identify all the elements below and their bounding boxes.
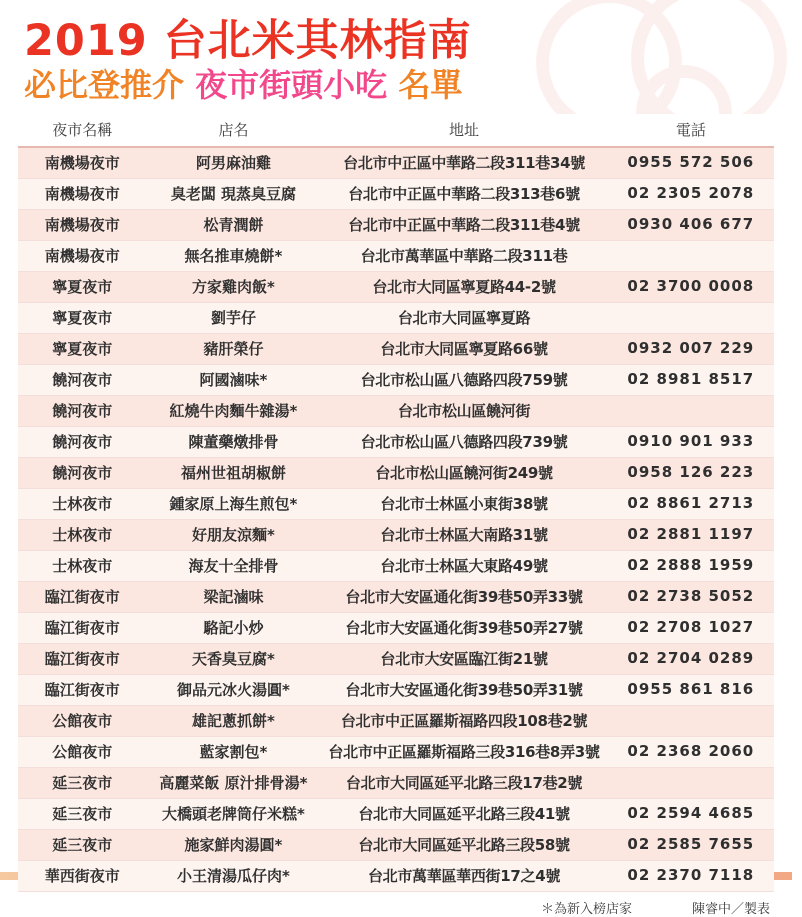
- table-head: [18, 114, 774, 147]
- cell-shop: 海友十全排骨: [147, 550, 321, 581]
- cell-tel: 0932 007 229: [608, 333, 774, 364]
- cell-tel: 0910 901 933: [608, 426, 774, 457]
- table-row: [18, 364, 774, 395]
- cell-shop: 御品元冰火湯圓*: [147, 674, 321, 705]
- cell-market: 華西街夜市: [18, 860, 147, 891]
- cell-tel: 02 2585 7655: [608, 829, 774, 860]
- cell-address: 台北市松山區八德路四段759號: [320, 364, 607, 395]
- cell-tel: 0955 572 506: [608, 147, 774, 179]
- cell-tel: [608, 395, 774, 426]
- cell-market: 臨江街夜市: [18, 643, 147, 674]
- table-row: [18, 302, 774, 333]
- cell-shop: 福州世祖胡椒餅: [147, 457, 321, 488]
- cell-shop: 大橋頭老牌筒仔米糕*: [147, 798, 321, 829]
- cell-tel: [608, 302, 774, 333]
- cell-tel: 02 2368 2060: [608, 736, 774, 767]
- table-row: [18, 519, 774, 550]
- table-row: [18, 209, 774, 240]
- cell-address: 台北市萬華區中華路二段311巷: [320, 240, 607, 271]
- cell-tel: 02 3700 0008: [608, 271, 774, 302]
- cell-market: 寧夏夜市: [18, 333, 147, 364]
- column-header-tel: 電話: [608, 114, 774, 147]
- cell-market: 饒河夜市: [18, 364, 147, 395]
- cell-shop: 豬肝榮仔: [147, 333, 321, 364]
- cell-shop: 梁記滷味: [147, 581, 321, 612]
- cell-market: 臨江街夜市: [18, 612, 147, 643]
- subtitle-part-bib-gourmand: 必比登推介: [24, 66, 185, 105]
- cell-tel: 0930 406 677: [608, 209, 774, 240]
- table-row: [18, 767, 774, 798]
- cell-market: 饒河夜市: [18, 395, 147, 426]
- cell-market: 延三夜市: [18, 767, 147, 798]
- cell-shop: 劉芋仔: [147, 302, 321, 333]
- footer-note: ＊為新入榜店家: [540, 901, 632, 917]
- cell-tel: [608, 767, 774, 798]
- cell-tel: 02 2305 2078: [608, 178, 774, 209]
- cell-address: 台北市大安區臨江街21號: [320, 643, 607, 674]
- cell-tel: 02 2594 4685: [608, 798, 774, 829]
- cell-tel: [608, 240, 774, 271]
- table-row: [18, 395, 774, 426]
- table-row: [18, 736, 774, 767]
- cell-market: 饒河夜市: [18, 457, 147, 488]
- cell-shop: 阿國滷味*: [147, 364, 321, 395]
- cell-market: 臨江街夜市: [18, 581, 147, 612]
- cell-shop: 高麗菜飯 原汁排骨湯*: [147, 767, 321, 798]
- table-row: [18, 333, 774, 364]
- cell-tel: 02 2881 1197: [608, 519, 774, 550]
- cell-tel: 02 2704 0289: [608, 643, 774, 674]
- cell-market: 南機場夜市: [18, 240, 147, 271]
- cell-address: 台北市中正區中華路二段313巷6號: [320, 178, 607, 209]
- cell-market: 士林夜市: [18, 488, 147, 519]
- table-row: [18, 240, 774, 271]
- table-body: [18, 147, 774, 892]
- cell-shop: 方家雞肉飯*: [147, 271, 321, 302]
- cell-shop: 好朋友涼麵*: [147, 519, 321, 550]
- cell-tel: 02 8981 8517: [608, 364, 774, 395]
- table-row: [18, 581, 774, 612]
- table-row: [18, 426, 774, 457]
- cell-shop: 陳董藥燉排骨: [147, 426, 321, 457]
- cell-shop: 天香臭豆腐*: [147, 643, 321, 674]
- cell-shop: 阿男麻油雞: [147, 147, 321, 179]
- cell-tel: 02 2738 5052: [608, 581, 774, 612]
- cell-shop: 紅燒牛肉麵牛雜湯*: [147, 395, 321, 426]
- cell-shop: 鍾家原上海生煎包*: [147, 488, 321, 519]
- cell-market: 寧夏夜市: [18, 271, 147, 302]
- cell-market: 臨江街夜市: [18, 674, 147, 705]
- cell-address: 台北市大同區延平北路三段17巷2號: [320, 767, 607, 798]
- page-subtitle: [24, 68, 768, 103]
- cell-shop: 藍家割包*: [147, 736, 321, 767]
- cell-address: 台北市松山區饒河街249號: [320, 457, 607, 488]
- cell-address: 台北市大同區寧夏路44-2號: [320, 271, 607, 302]
- cell-tel: 02 8861 2713: [608, 488, 774, 519]
- cell-shop: 臭老闆 現蒸臭豆腐: [147, 178, 321, 209]
- cell-market: 公館夜市: [18, 705, 147, 736]
- cell-address: 台北市大安區通化街39巷50弄31號: [320, 674, 607, 705]
- cell-tel: 02 2708 1027: [608, 612, 774, 643]
- cell-address: 台北市中正區中華路二段311巷34號: [320, 147, 607, 179]
- cell-address: 台北市士林區大南路31號: [320, 519, 607, 550]
- cell-tel: 02 2888 1959: [608, 550, 774, 581]
- page-header: [0, 0, 792, 106]
- cell-address: 台北市松山區八德路四段739號: [320, 426, 607, 457]
- cell-tel: 02 2370 7118: [608, 860, 774, 891]
- footer-credit: 陳睿中／製表: [691, 901, 770, 917]
- table-row: [18, 178, 774, 209]
- cell-market: 寧夏夜市: [18, 302, 147, 333]
- cell-market: 南機場夜市: [18, 209, 147, 240]
- table-row: [18, 829, 774, 860]
- cell-address: 台北市士林區大東路49號: [320, 550, 607, 581]
- table-row: [18, 488, 774, 519]
- table-row: [18, 271, 774, 302]
- table-header-row: [18, 114, 774, 147]
- cell-market: 延三夜市: [18, 798, 147, 829]
- cell-tel: 0958 126 223: [608, 457, 774, 488]
- cell-market: 南機場夜市: [18, 178, 147, 209]
- cell-market: 饒河夜市: [18, 426, 147, 457]
- cell-shop: 施家鮮肉湯圓*: [147, 829, 321, 860]
- listing-table-wrapper: [18, 114, 774, 892]
- table-row: [18, 147, 774, 179]
- cell-shop: 駱記小炒: [147, 612, 321, 643]
- cell-market: 士林夜市: [18, 519, 147, 550]
- cell-address: 台北市士林區小東街38號: [320, 488, 607, 519]
- cell-address: 台北市萬華區華西街17之4號: [320, 860, 607, 891]
- cell-market: 南機場夜市: [18, 147, 147, 179]
- subtitle-part-list: 名單: [398, 66, 463, 105]
- cell-address: 台北市大安區通化街39巷50弄33號: [320, 581, 607, 612]
- table-row: [18, 550, 774, 581]
- cell-address: 台北市大同區延平北路三段41號: [320, 798, 607, 829]
- cell-address: 台北市中正區羅斯福路三段316巷8弄3號: [320, 736, 607, 767]
- cell-tel: [608, 705, 774, 736]
- column-header-market: 夜市名稱: [18, 114, 147, 147]
- cell-address: 台北市大安區通化街39巷50弄27號: [320, 612, 607, 643]
- cell-address: 台北市大同區寧夏路66號: [320, 333, 607, 364]
- column-header-shop: 店名: [147, 114, 321, 147]
- cell-address: 台北市松山區饒河街: [320, 395, 607, 426]
- table-row: [18, 612, 774, 643]
- cell-market: 延三夜市: [18, 829, 147, 860]
- listing-table: [18, 114, 774, 892]
- cell-tel: 0955 861 816: [608, 674, 774, 705]
- cell-market: 士林夜市: [18, 550, 147, 581]
- table-row: [18, 705, 774, 736]
- page-title: 2019 台北米其林指南: [24, 16, 472, 66]
- table-row: [18, 457, 774, 488]
- table-row: [18, 674, 774, 705]
- cell-shop: 松青潤餅: [147, 209, 321, 240]
- table-row: [18, 860, 774, 891]
- footer: [22, 898, 770, 917]
- cell-address: 台北市中正區中華路二段311巷4號: [320, 209, 607, 240]
- cell-shop: 無名推車燒餅*: [147, 240, 321, 271]
- cell-market: 公館夜市: [18, 736, 147, 767]
- table-row: [18, 643, 774, 674]
- cell-address: 台北市大同區寧夏路: [320, 302, 607, 333]
- cell-address: 台北市中正區羅斯福路四段108巷2號: [320, 705, 607, 736]
- table-row: [18, 798, 774, 829]
- cell-address: 台北市大同區延平北路三段58號: [320, 829, 607, 860]
- cell-shop: 小王清湯瓜仔肉*: [147, 860, 321, 891]
- subtitle-part-street-food: 夜市街頭小吃: [195, 66, 388, 105]
- column-header-address: 地址: [320, 114, 607, 147]
- cell-shop: 雄記蔥抓餅*: [147, 705, 321, 736]
